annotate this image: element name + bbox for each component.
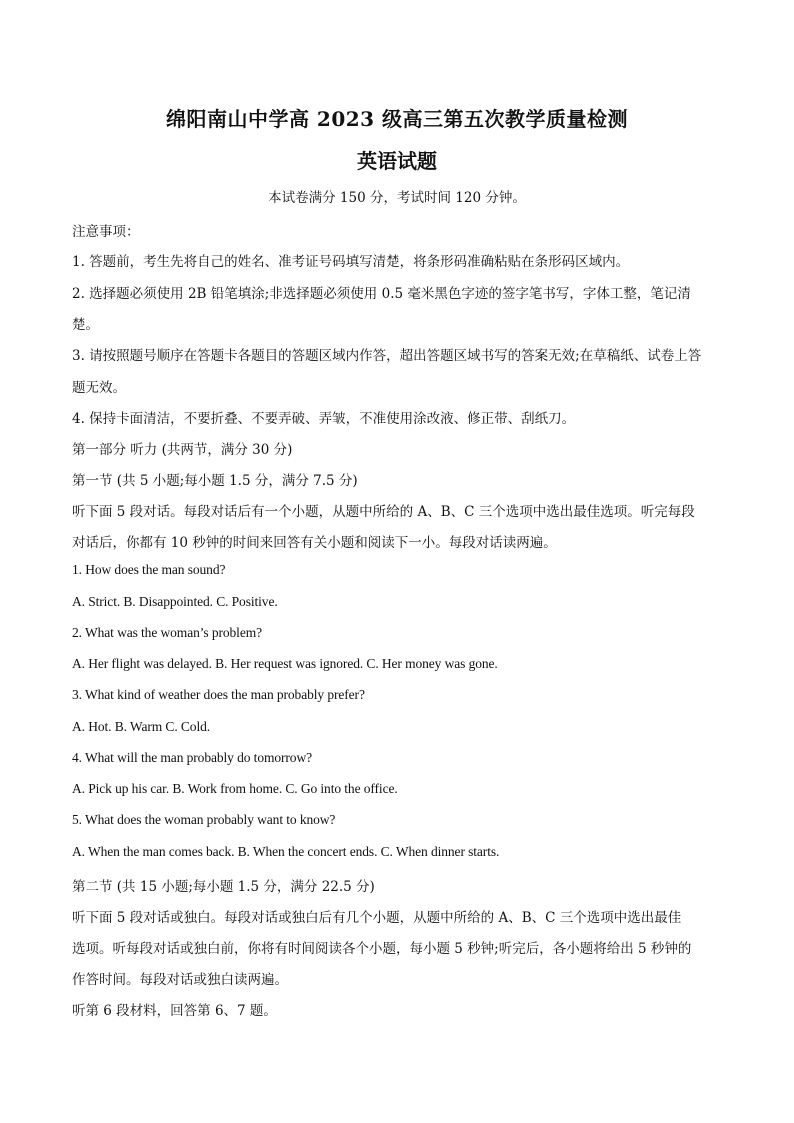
question-2: 2. What was the woman’s problem? — [72, 625, 263, 640]
notes-heading: 注意事项： — [72, 224, 140, 240]
note-item-4: 4. 保持卡面清洁，不要折叠、不要弄破、弄皱，不准使用涂改液、修正带、刮纸刀。 — [72, 411, 576, 427]
question-4-options: A. Pick up his car. B. Work from home. C. Go into the office. — [72, 781, 398, 796]
question-4: 4. What will the man probably do tomorrow? — [72, 750, 313, 765]
exam-subject: 英语试题 — [357, 149, 437, 173]
question-1: 1. How does the man sound? — [72, 562, 226, 577]
question-2-options: A. Her flight was delayed. B. Her request was ignored. C. Her money was gone. — [72, 656, 498, 671]
question-5: 5. What does the woman probably want to know? — [72, 812, 336, 827]
question-1-options: A. Strict. B. Disappointed. C. Positive. — [72, 594, 278, 609]
question-3-options: A. Hot. B. Warm C. Cold. — [72, 719, 211, 734]
material-6-heading: 听第 6 段材料，回答第 6、7 题。 — [72, 1003, 277, 1019]
section1-instructions-line-1: 听下面 5 段对话。每段对话后有一个小题，从题中所给的 A、B、C 三个选项中选出最佳选项。听完每段 — [72, 504, 695, 520]
part1-heading: 第一部分 听力 (共两节，满分 30 分) — [72, 442, 293, 458]
section1-heading: 第一节 (共 5 小题;每小题 1.5 分，满分 7.5 分) — [72, 473, 358, 489]
section2-instructions-line-1: 听下面 5 段对话或独白。每段对话或独白后有几个小题，从题中所给的 A、B、C 三个选项中选出最佳 — [72, 910, 682, 926]
section2-instructions-line-3: 作答时间。每段对话或独白读两遍。 — [72, 972, 288, 988]
section1-instructions-line-2: 对话后，你都有 10 秒钟的时间来回答有关小题和阅读下一小。每段对话读两遍。 — [72, 535, 557, 551]
question-3: 3. What kind of weather does the man probably prefer? — [72, 687, 365, 702]
note-item-3-line-1: 3. 请按照题号顺序在答题卡各题目的答题区域内作答，超出答题区域书写的答案无效;在草稿纸、试卷上答 — [72, 348, 702, 364]
section2-heading: 第二节 (共 15 小题;每小题 1.5 分，满分 22.5 分) — [72, 879, 375, 895]
note-item-3-line-2: 题无效。 — [72, 380, 126, 396]
note-item-2-line-2: 楚。 — [72, 317, 99, 333]
question-5-options: A. When the man comes back. B. When the concert ends. C. When dinner starts. — [72, 844, 500, 859]
exam-info: 本试卷满分 150 分，考试时间 120 分钟。 — [268, 190, 526, 206]
note-item-1: 1. 答题前，考生先将自己的姓名、准考证号码填写清楚，将条形码准确粘贴在条形码区域内。 — [72, 254, 630, 270]
exam-title: 绵阳南山中学高 2023 级高三第五次教学质量检测 — [165, 107, 629, 131]
note-item-2-line-1: 2. 选择题必须使用 2B 铅笔填涂;非选择题必须使用 0.5 毫米黑色字迹的签字笔书写，字体工整，笔记清 — [72, 286, 691, 302]
section2-instructions-line-2: 选项。听每段对话或独白前，你将有时间阅读各个小题，每小题 5 秒钟;听完后，各小题将给出 5 秒钟的 — [72, 941, 692, 957]
